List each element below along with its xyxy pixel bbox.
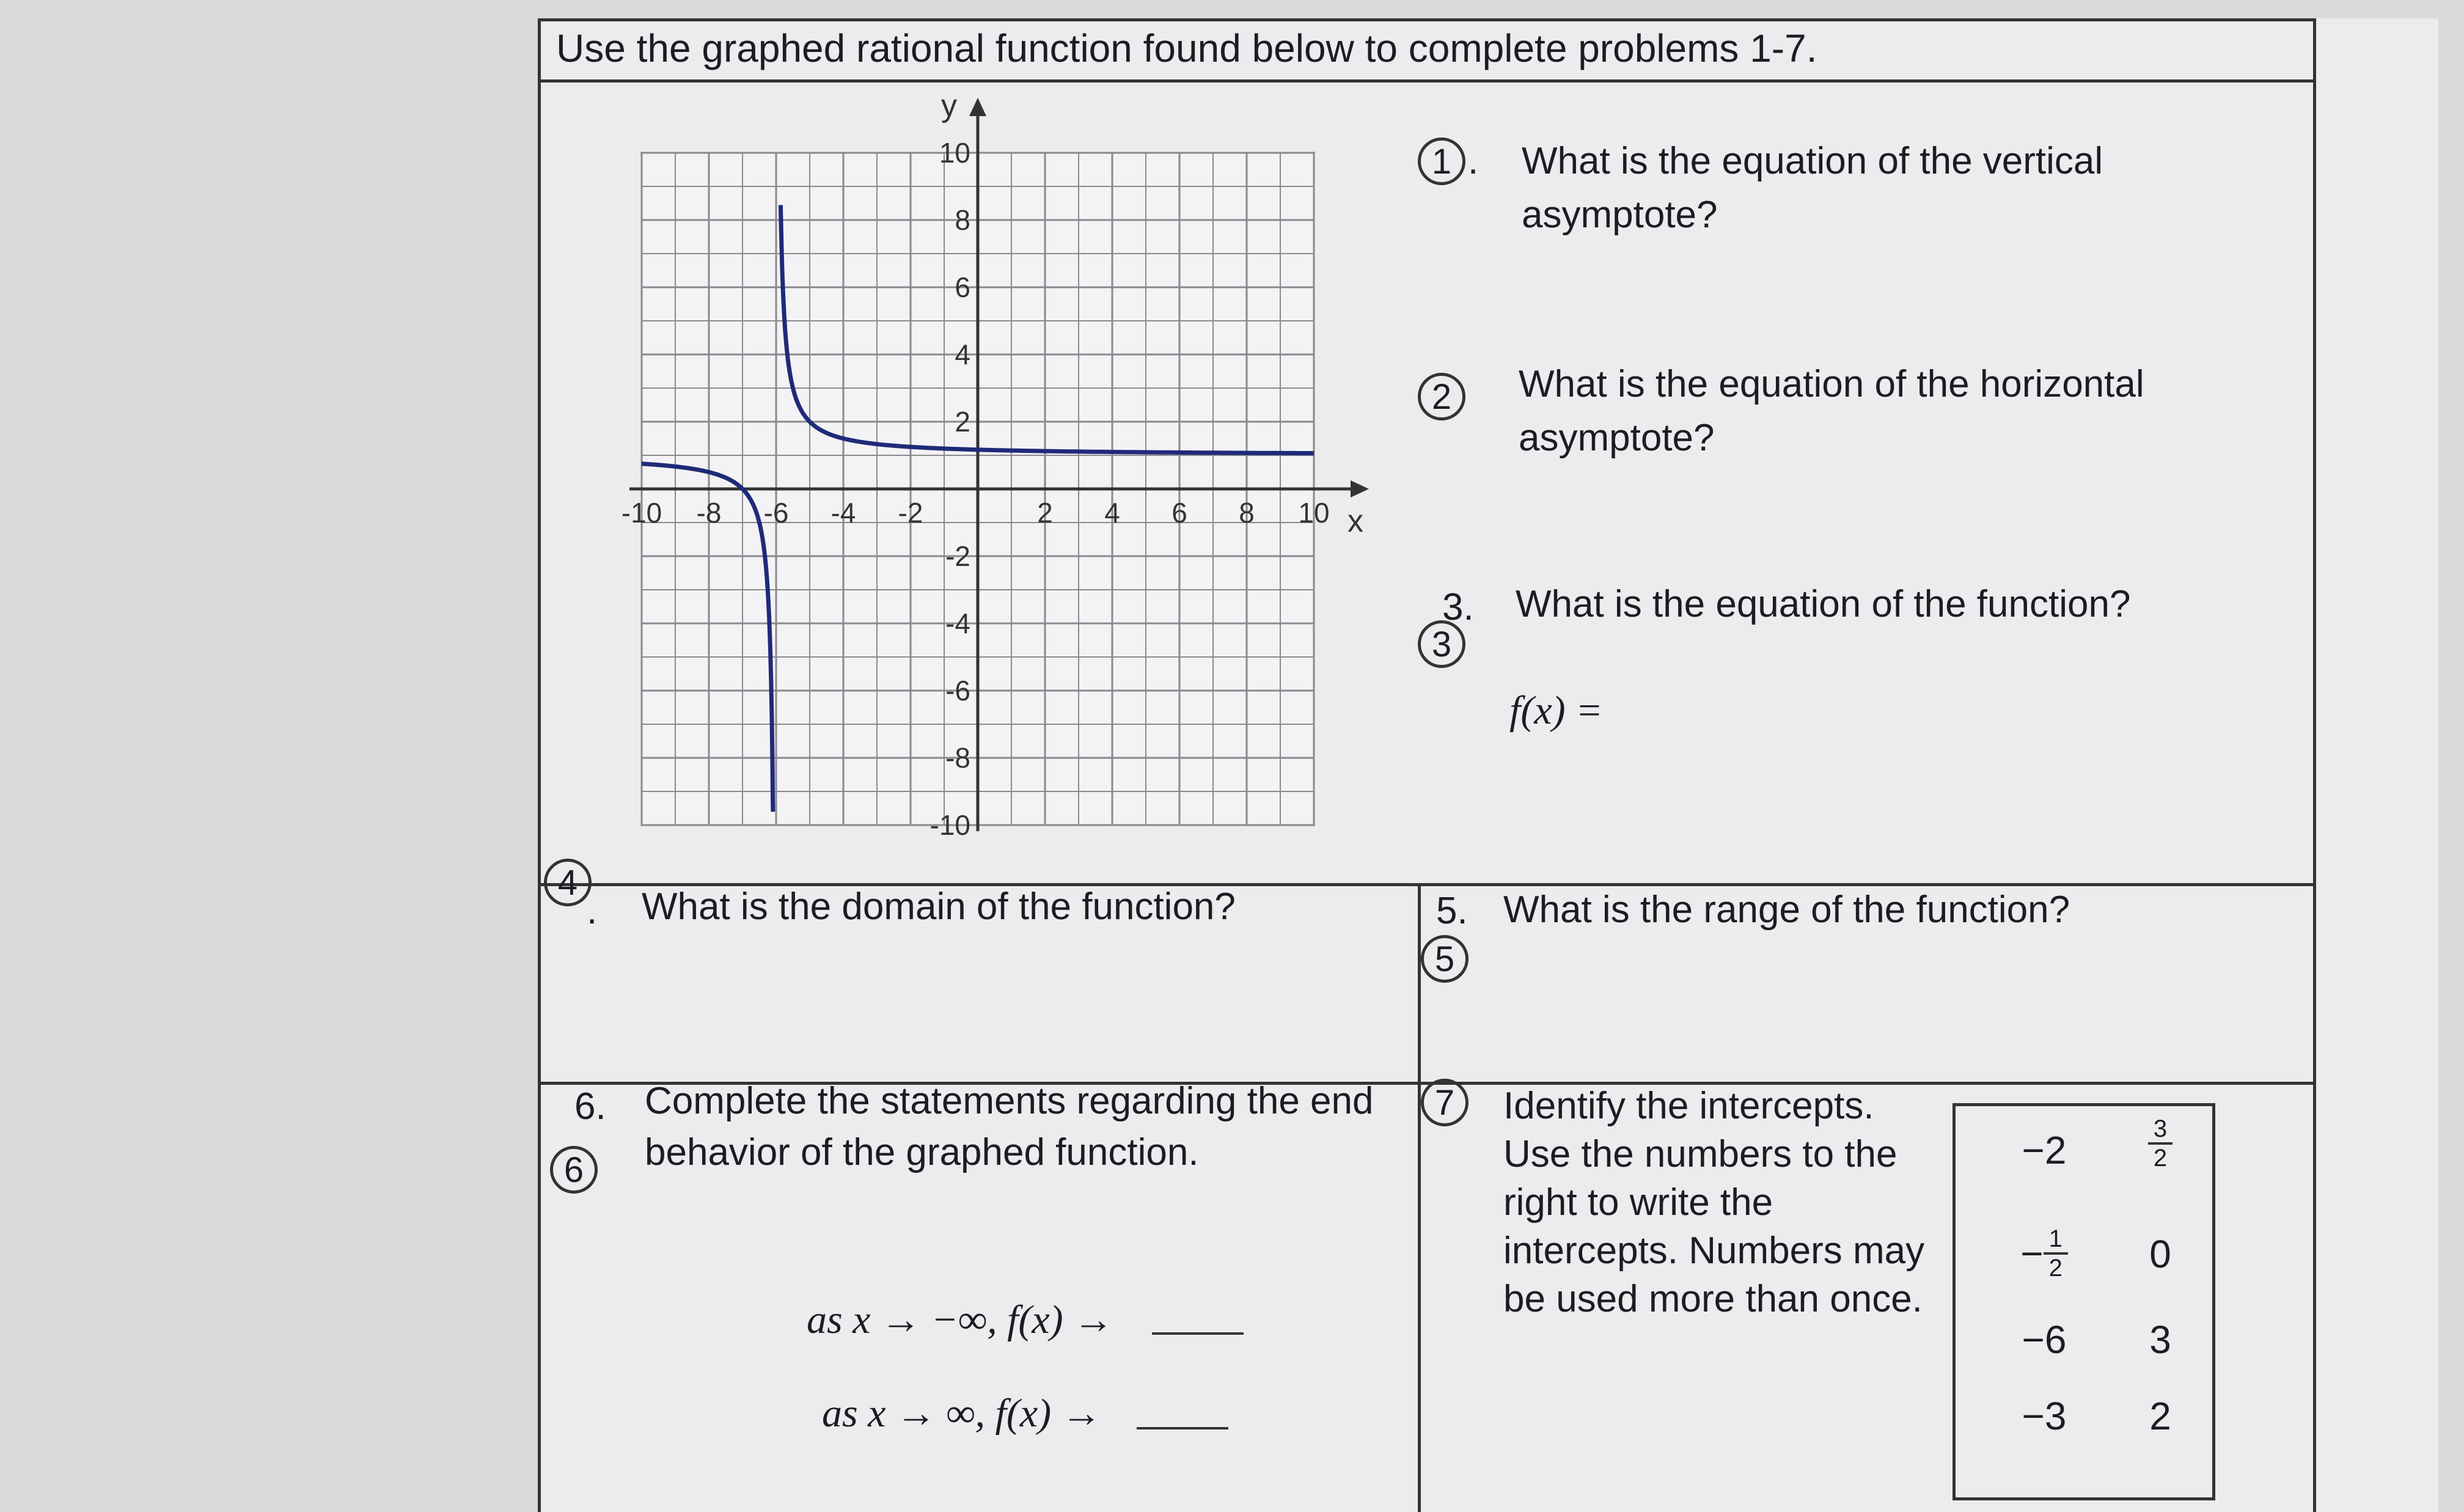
x-tick-label: -4 [831,497,856,529]
question-2-marker: 2 [1418,373,1465,420]
function-answer-prompt: f(x) = [1509,688,1603,733]
worksheet [538,18,2438,1512]
y-tick-label: -8 [945,742,970,774]
question-5-text: What is the range of the function? [1503,889,2070,931]
question-4-marker: 4 [544,859,592,906]
column-divider [1418,883,1421,1512]
y-tick-label: 2 [955,406,970,438]
x-tick-label: -8 [696,497,722,529]
end-behavior-statement-left: as x → −∞, f(x) → [807,1297,1114,1342]
question-4-text: What is the domain of the function? [642,886,1236,928]
y-tick-label: 8 [955,204,970,236]
bank-number: 3 [2149,1318,2171,1362]
question-1-suffix: . [1468,140,1479,182]
y-tick-label: -6 [945,675,970,706]
bank-number: −3 [2022,1394,2067,1438]
question-5-number: 5. [1436,890,1468,932]
bank-number: 2 [2149,1394,2171,1438]
x-tick-label: -2 [898,497,923,529]
question-1-text: What is the equation of the vertical asymptote? [1522,140,2103,236]
question-5-marker: 5 [1421,935,1469,983]
question-6-marker: 6 [550,1146,598,1194]
question-3-text: What is the equation of the function? [1516,583,2131,625]
question-6-number: 6. [574,1085,606,1128]
question-3-marker: 3 [1418,620,1465,668]
y-tick-label: 6 [955,271,970,303]
bank-number: 0 [2149,1232,2171,1276]
x-axis-label: x [1348,504,1363,539]
y-tick-label: -10 [930,809,970,841]
x-tick-label: 8 [1239,497,1255,529]
question-4-number: . [587,890,598,932]
end-behavior-blank-left[interactable] [1152,1332,1244,1335]
worksheet-title: Use the graphed rational function found below to complete problems 1-7. [556,26,1817,70]
y-tick-label: 10 [939,137,970,169]
question-7-marker: 7 [1421,1079,1469,1126]
bank-number: −6 [2022,1318,2067,1362]
question-1-marker: 1 [1418,138,1465,185]
end-behavior-blank-right[interactable] [1137,1427,1228,1429]
y-axis-label: y [941,88,957,123]
rational-function-graph [587,79,1363,841]
bank-number: −2 [2022,1128,2067,1172]
x-tick-label: 6 [1172,497,1187,529]
x-tick-label: 10 [1298,497,1330,529]
question-6-text: Complete the statements regarding the end behavior of the graphed function. [645,1080,1374,1173]
x-tick-label: 2 [1037,497,1053,529]
end-behavior-statement-right: as x → ∞, f(x) → [822,1391,1102,1436]
fraction-three-halves: $\frac{3}{2}$ [2148,1115,2172,1172]
question-2-text: What is the equation of the horizontal asymptote? [1519,363,2144,459]
bank-number-fraction [2124,1115,2197,1172]
y-axis-arrow [969,98,986,116]
question-7-text: Identify the intercepts. Use the numbers to the right to write the intercepts. Numbers may be used more than once. [1503,1085,1925,1320]
x-tick-label: -6 [763,497,789,529]
x-tick-label: 4 [1104,497,1120,529]
fraction-one-half: $\frac{1}{2}$ [2044,1225,2068,1282]
y-tick-label: 4 [955,339,970,370]
question-3-number: 3. [1442,586,1474,628]
y-tick-label: -2 [945,540,970,572]
bank-number-fraction: − $\frac{1}{2}$ [2008,1225,2081,1282]
x-tick-label: -10 [621,497,662,529]
y-tick-label: -4 [945,607,970,639]
